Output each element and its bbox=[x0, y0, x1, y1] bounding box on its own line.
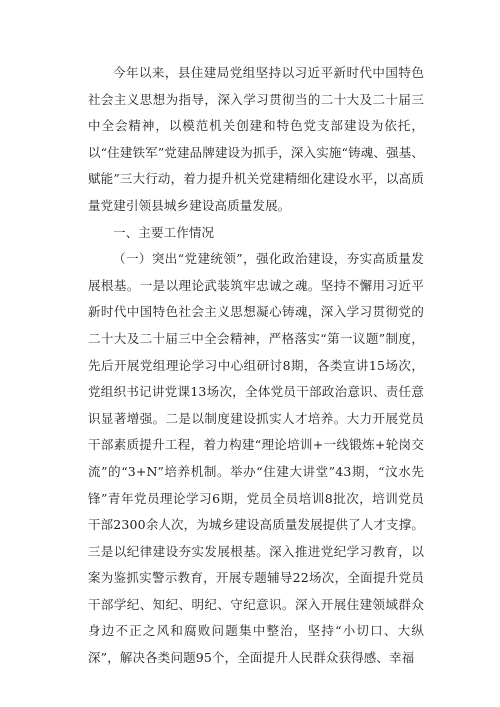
section-paragraph: （一）突出“党建统领”，强化政治建设，夯实高质量发展根基。一是以理论武装筑牢忠诚之魂。坚持不懈用习近平新时代中国特色社会主义思想凝心铸魂，深入学习贯彻党的二十大及二十届三中全会精神，严格落实“第一议题”制度，先后开展党组理论学习中心组研讨8期，各类宣讲15场次，党组织书记讲党课13场次，全体党员干部政治意识、责任意识显著增强。二是以制度建设抓实人才培养。大力开展党员干部素质提升工程，着力构建“理论培训+一线锻炼+轮岗交流”的“3+N”培养机制。举办“住建大讲堂”43期，“汶水先锋”青年党员理论学习6期，党员全员培训8批次，培训党员干部2300余人次，为城乡建设高质量发展提供了人才支撑。三是以纪律建设夯实发展根基。深入推进党纪学习教育，以案为鉴抓实警示教育，开展专题辅导22场次，全面提升党员干部学纪、知纪、明纪、守纪意识。深入开展住建领域群众身边不正之风和腐败问题集中整治，坚持“小切口、大纵深”，解决各类问题95个，全面提升人民群众获得感、幸福 bbox=[88, 251, 425, 666]
document-body bbox=[88, 60, 424, 672]
intro-paragraph: 今年以来，县住建局党组坚持以习近平新时代中国特色社会主义思想为指导，深入学习贯彻当的二十大及二十届三中全会精神，以模范机关创建和特色党支部建设为依托，以“住建铁军”党建品牌建设为抓手，深入实施“铸魂、强基、赋能”三大行动，着力提升机关党建精细化建设水平，以高质量党建引领县城乡建设高质量发展。 bbox=[88, 65, 424, 213]
section-heading: 一、主要工作情况 bbox=[113, 224, 215, 240]
